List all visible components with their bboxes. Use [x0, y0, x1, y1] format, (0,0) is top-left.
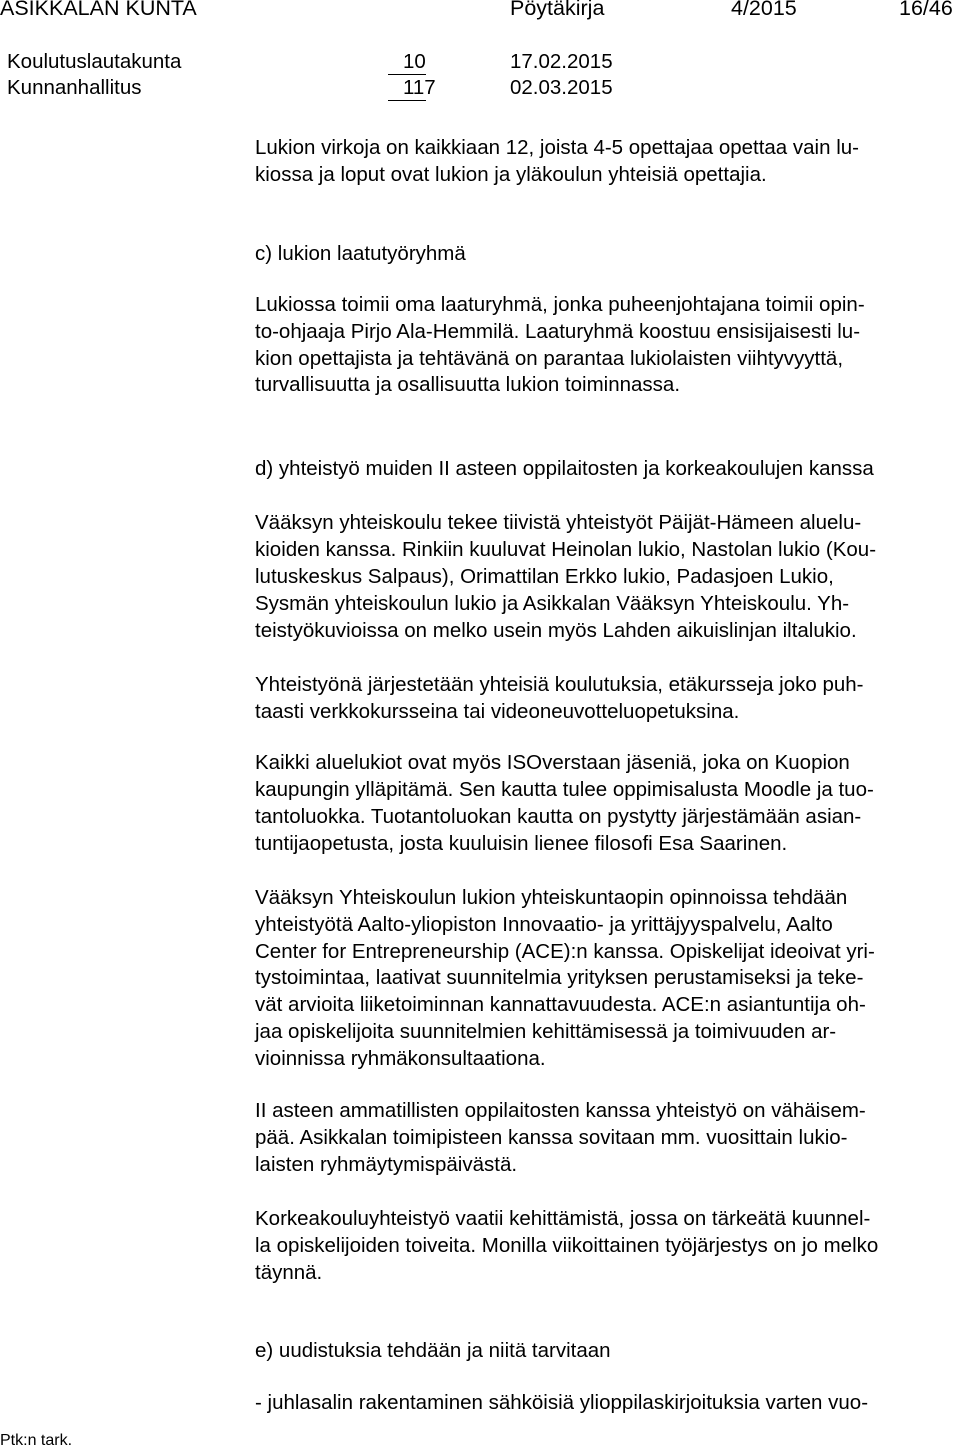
text-line: la opiskelijoiden toiveita. Monilla viikoittainen työjärjestys on jo melko	[255, 1234, 879, 1257]
text-line: teistyökuvioissa on melko usein myös Lahden aikuislinjan iltalukio.	[255, 619, 857, 642]
text-line: täynnä.	[255, 1261, 323, 1284]
meeting-date: 02.03.2015	[510, 76, 613, 99]
text-line: vät arvioita liiketoiminnan kannattavuudesta. ACE:n asiantuntija oh-	[255, 993, 866, 1016]
minutes-check-label: Ptk:n tark.	[0, 1432, 73, 1449]
section-heading: c) lukion laatutyöryhmä	[255, 242, 466, 265]
text-line: pää. Asikkalan toimipisteen kanssa sovitaan mm. vuosittain lukio-	[255, 1126, 848, 1149]
text-line: Kaikki aluelukiot ovat myös ISOverstaan jäseniä, joka on Kuopion	[255, 751, 850, 774]
body-name: Kunnanhallitus	[7, 76, 142, 99]
text-line: Vääksyn yhteiskoulu tekee tiivistä yhteistyöt Päijät-Hämeen aluelu-	[255, 511, 862, 534]
text-line: kioiden kanssa. Rinkiin kuuluvat Heinolan lukio, Nastolan lukio (Kou-	[255, 538, 877, 561]
text-line: kiossa ja loput ovat lukion ja yläkoulun yhteisiä opettajia.	[255, 163, 767, 186]
body-name: Koulutuslautakunta	[7, 50, 182, 73]
section-underline	[388, 74, 426, 75]
section-heading: d) yhteistyö muiden II asteen oppilaitosten ja korkeakoulujen kanssa	[255, 457, 874, 480]
document-type: Pöytäkirja	[510, 0, 605, 20]
document-number: 4/2015	[731, 0, 797, 20]
text-line: to-ohjaaja Pirjo Ala-Hemmilä. Laaturyhmä koostuu ensisijaisesti lu-	[255, 320, 861, 343]
text-line: Center for Entrepreneurship (ACE):n kanssa. Opiskelijat ideoivat yri-	[255, 940, 875, 963]
text-line: Lukiossa toimii oma laaturyhmä, jonka puheenjohtajana toimii opin-	[255, 293, 865, 316]
page-number: 16/46	[899, 0, 953, 20]
text-line: Lukion virkoja on kaikkiaan 12, joista 4-5 opettajaa opettaa vain lu-	[255, 136, 859, 159]
text-line: turvallisuutta ja osallisuutta lukion toiminnassa.	[255, 373, 681, 396]
text-line: kaupungin ylläpitämä. Sen kautta tulee oppimisalusta Moodle ja tuo-	[255, 778, 874, 801]
text-line: tantoluokka. Tuotantoluokan kautta on pystytty järjestämään asian-	[255, 805, 862, 828]
meeting-date: 17.02.2015	[510, 50, 613, 73]
text-line: - juhlasalin rakentaminen sähköisiä ylioppilaskirjoituksia varten vuo-	[255, 1391, 869, 1414]
section-heading: e) uudistuksia tehdään ja niitä tarvitaan	[255, 1339, 611, 1362]
text-line: II asteen ammatillisten oppilaitosten kanssa yhteistyö on vähäisem-	[255, 1099, 866, 1122]
text-line: taasti verkkokursseina tai videoneuvotteluopetuksina.	[255, 700, 740, 723]
text-line: lutuskeskus Salpaus), Orimattilan Erkko lukio, Padasjoen Lukio,	[255, 565, 834, 588]
text-line: tystoimintaa, laativat suunnitelmia yrityksen perustamiseksi ja teke-	[255, 966, 864, 989]
text-line: yhteistyötä Aalto-yliopiston Innovaatio- ja yrittäjyyspalvelu, Aalto	[255, 913, 833, 936]
text-line: Korkeakouluyhteistyö vaatii kehittämistä, jossa on tärkeätä kuunnel-	[255, 1207, 871, 1230]
text-line: tuntijaopetusta, josta kuuluisin lienee filosofi Esa Saarinen.	[255, 832, 788, 855]
text-line: Sysmän yhteiskoulun lukio ja Asikkalan Vääksyn Yhteiskoulu. Yh-	[255, 592, 850, 615]
text-line: vioinnissa ryhmäkonsultaationa.	[255, 1047, 546, 1070]
section-number: 117	[403, 76, 436, 99]
text-line: Vääksyn Yhteiskoulun lukion yhteiskuntaopin opinnoissa tehdään	[255, 886, 848, 909]
text-line: laisten ryhmäytymispäivästä.	[255, 1153, 518, 1176]
text-line: kion opettajista ja tehtävänä on parantaa lukiolaisten viihtyvyyttä,	[255, 347, 844, 370]
text-line: Yhteistyönä järjestetään yhteisiä koulutuksia, etäkursseja joko puh-	[255, 673, 864, 696]
section-number: 10	[403, 50, 426, 73]
section-underline	[388, 100, 426, 101]
text-line: jaa opiskelijoita suunnitelmien kehittämisessä ja toimivuuden ar-	[255, 1020, 837, 1043]
org-name: ASIKKALAN KUNTA	[0, 0, 197, 20]
